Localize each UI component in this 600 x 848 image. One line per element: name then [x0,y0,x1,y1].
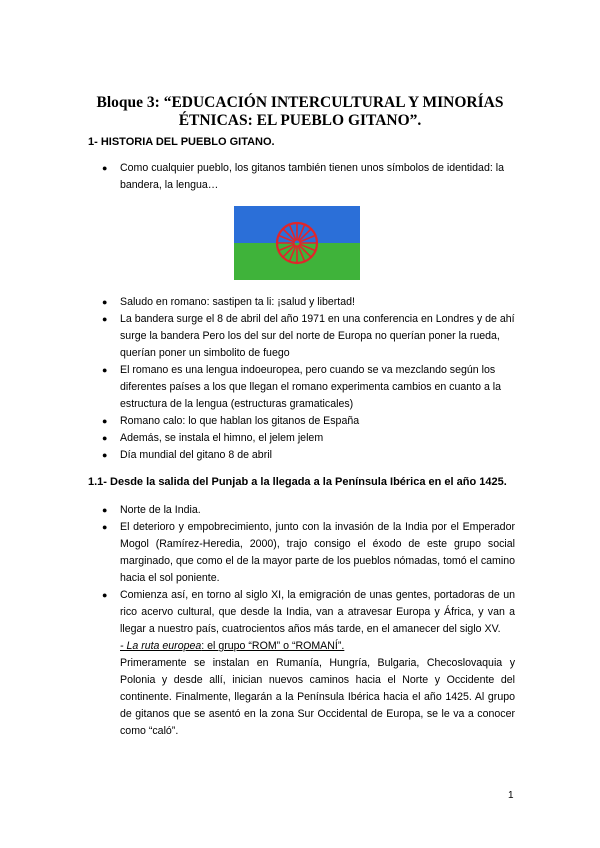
subsection-label [120,638,515,655]
list-item-text: Norte de la India. [120,504,201,516]
list-item-text: Día mundial del gitano 8 de abril [120,449,272,461]
list-item [100,587,515,740]
list-item [100,311,515,362]
list-item [100,160,515,194]
page-number: 1 [508,790,514,801]
romani-flag-image [234,206,360,280]
list-item-text: El romano es una lengua indoeuropea, pero cuando se va mezclando según los diferentes países a los que llegan el romano experimenta cambios en cuanto a la estructura de la lengua (estructuras gramaticales) [120,364,502,410]
subsection-label-italic: - La ruta europea [120,640,202,652]
list-item-text: Comienza así, en torno al siglo XI, la emigración de unas gentes, portadoras de un rico acervo cultural, que desde la India, van a atravesar Europa y África, y van a llegar a nuestro país, cuatrocientos años más tarde, en el amanecer del siglo XV. [120,589,515,635]
list-item [100,362,515,413]
list-item [100,294,515,311]
bullet-icon: ● [102,297,108,307]
bullet-icon: ● [102,416,108,426]
list-item [100,430,515,447]
bullet-icon: ● [102,450,108,460]
bullet-icon: ● [102,433,108,443]
bullet-icon: ● [102,505,108,515]
list-item [100,447,515,464]
subsection-paragraph: Primeramente se instalan en Rumanía, Hungría, Bulgaria, Checoslovaquia y Polonia y desde allí, inician nuevos caminos hacia el Norte y Occidente del continente. Finalmente, llegarán a la Península Ibérica hacia el año 1425. Al grupo de gitanos que se asentó en la zona Sur Occidental de Europa, se le va a conocer como “caló”. [120,657,515,737]
list-item-text: La bandera surge el 8 de abril del año 1971 en una conferencia en Londres y de ahí surge la bandera Pero los del sur del norte de Europa no querían poner la rueda, querían poner un simbolito de fuego [120,313,515,359]
bullet-icon: ● [102,314,108,324]
list-item-text: El deterioro y empobrecimiento, junto con la invasión de la India por el Emperador Mogol (Ramírez-Heredia, 2000), trajo consigo el éxodo de este grupo social marginado, que como el de la mayor parte de los pueblos nómadas, tomó el camino hacia el sol poniente. [120,521,515,584]
section-heading-route: 1.1- Desde la salida del Punjab a la llegada a la Península Ibérica en el año 1425. [88,476,507,488]
section2-list [100,502,515,740]
list-item [100,413,515,430]
subsection-label-rest: : el grupo “ROM” o “ROMANÍ”. [201,640,345,652]
bullet-icon: ● [102,365,108,375]
section-heading-history: 1- HISTORIA DEL PUEBLO GITANO. [88,136,275,148]
bullet-icon: ● [102,163,108,173]
document-title: Bloque 3: “EDUCACIÓN INTERCULTURAL Y MINORÍAS ÉTNICAS: EL PUEBLO GITANO”. [96,94,504,129]
list-item-text: Como cualquier pueblo, los gitanos también tienen unos símbolos de identidad: la bandera, la lengua… [120,162,504,191]
list-item-text: Romano calo: lo que hablan los gitanos de España [120,415,360,427]
bullet-icon: ● [102,522,108,532]
list-item [100,519,515,587]
intro-list [100,160,515,194]
list-item-text: Saludo en romano: sastipen ta li: ¡salud y libertad! [120,296,355,308]
list-item-text: Además, se instala el himno, el jelem jelem [120,432,324,444]
bullet-icon: ● [102,590,108,600]
section1-list [100,294,515,464]
list-item [100,502,515,519]
